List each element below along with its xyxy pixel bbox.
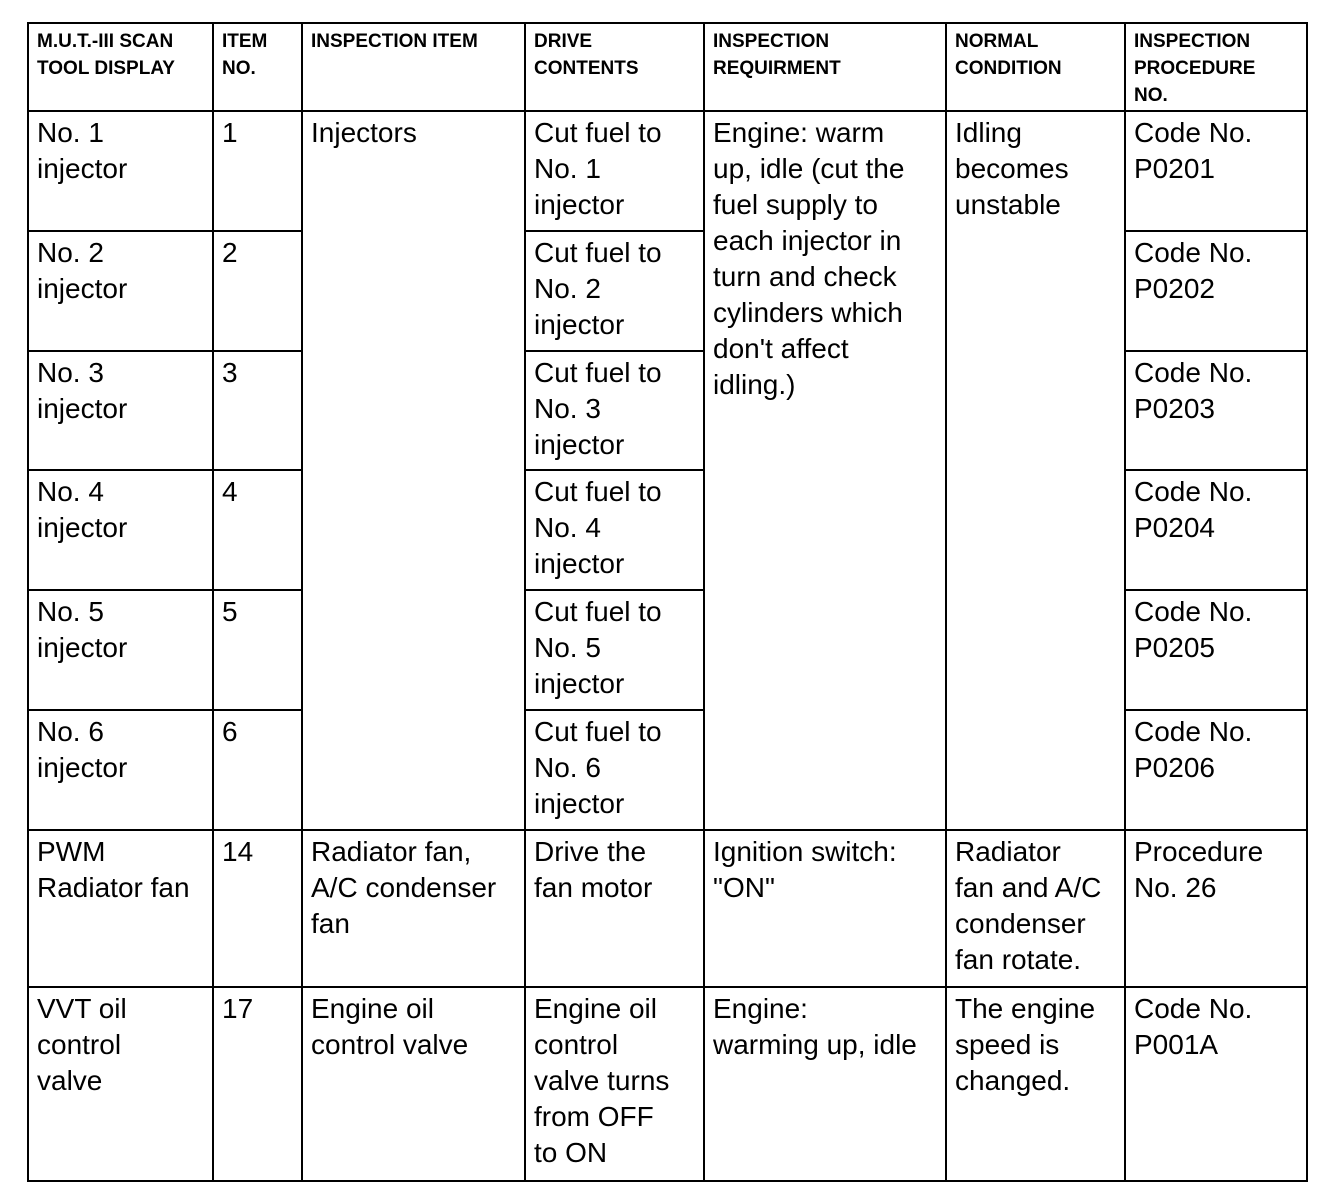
scan-tool-display-cell: VVT oil control valve — [28, 987, 213, 1181]
procedure-cell: Code No. P0206 — [1125, 710, 1307, 830]
drive-contents-cell: Cut fuel to No. 2 injector — [525, 231, 704, 351]
item-no-cell: 1 — [213, 111, 302, 231]
item-no-cell: 2 — [213, 231, 302, 351]
normal-condition-cell: Radiator fan and A/C condenser fan rotate. — [946, 830, 1125, 987]
actuator-test-table — [27, 22, 1308, 1182]
procedure-cell: Code No. P0202 — [1125, 231, 1307, 351]
header-scan-tool-display: M.U.T.-III SCAN TOOL DISPLAY — [28, 23, 213, 111]
drive-contents-cell: Cut fuel to No. 4 injector — [525, 470, 704, 590]
item-no-cell: 3 — [213, 351, 302, 471]
scan-tool-display-cell: No. 3 injector — [28, 351, 213, 471]
scan-tool-display-cell: No. 1 injector — [28, 111, 213, 231]
item-no-cell: 17 — [213, 987, 302, 1181]
header-drive-contents: DRIVE CONTENTS — [525, 23, 704, 111]
scan-tool-display-cell: No. 2 injector — [28, 231, 213, 351]
inspection-requirement-cell: Ignition switch: "ON" — [704, 830, 946, 987]
scan-tool-display-cell: No. 6 injector — [28, 710, 213, 830]
normal-condition-cell: The engine speed is changed. — [946, 987, 1125, 1181]
header-item-no: ITEM NO. — [213, 23, 302, 111]
header-inspection-requirement: INSPECTION REQUIRMENT — [704, 23, 946, 111]
inspection-requirement-cell: Engine: warming up, idle — [704, 987, 946, 1181]
header-inspection-procedure: INSPECTION PROCEDURE NO. — [1125, 23, 1307, 111]
header-normal-condition: NORMAL CONDITION — [946, 23, 1125, 111]
item-no-cell: 4 — [213, 470, 302, 590]
procedure-cell: Code No. P001A — [1125, 987, 1307, 1181]
drive-contents-cell: Cut fuel to No. 3 injector — [525, 351, 704, 471]
scan-tool-display-cell: PWM Radiator fan — [28, 830, 213, 987]
scan-tool-display-cell: No. 4 injector — [28, 470, 213, 590]
inspection-item-cell: Injectors — [302, 111, 525, 830]
procedure-cell: Code No. P0204 — [1125, 470, 1307, 590]
procedure-cell: Procedure No. 26 — [1125, 830, 1307, 987]
procedure-cell: Code No. P0203 — [1125, 351, 1307, 471]
inspection-item-cell: Engine oil control valve — [302, 987, 525, 1181]
drive-contents-cell: Drive the fan motor — [525, 830, 704, 987]
inspection-requirement-cell: Engine: warm up, idle (cut the fuel supply to each injector in turn and check cylinders which don't affect idling.) — [704, 111, 946, 830]
procedure-cell: Code No. P0205 — [1125, 590, 1307, 710]
header-row — [28, 23, 1307, 111]
header-inspection-item: INSPECTION ITEM — [302, 23, 525, 111]
item-no-cell: 5 — [213, 590, 302, 710]
drive-contents-cell: Cut fuel to No. 5 injector — [525, 590, 704, 710]
inspection-item-cell: Radiator fan, A/C condenser fan — [302, 830, 525, 987]
item-no-cell: 6 — [213, 710, 302, 830]
normal-condition-cell: Idling becomes unstable — [946, 111, 1125, 830]
item-no-cell: 14 — [213, 830, 302, 987]
scan-tool-display-cell: No. 5 injector — [28, 590, 213, 710]
procedure-cell: Code No. P0201 — [1125, 111, 1307, 231]
table-row-injector-1 — [28, 111, 1307, 231]
table-row-vvt-valve — [28, 987, 1307, 1181]
table-row-radiator-fan — [28, 830, 1307, 987]
drive-contents-cell: Cut fuel to No. 1 injector — [525, 111, 704, 231]
drive-contents-cell: Engine oil control valve turns from OFF to ON — [525, 987, 704, 1181]
drive-contents-cell: Cut fuel to No. 6 injector — [525, 710, 704, 830]
